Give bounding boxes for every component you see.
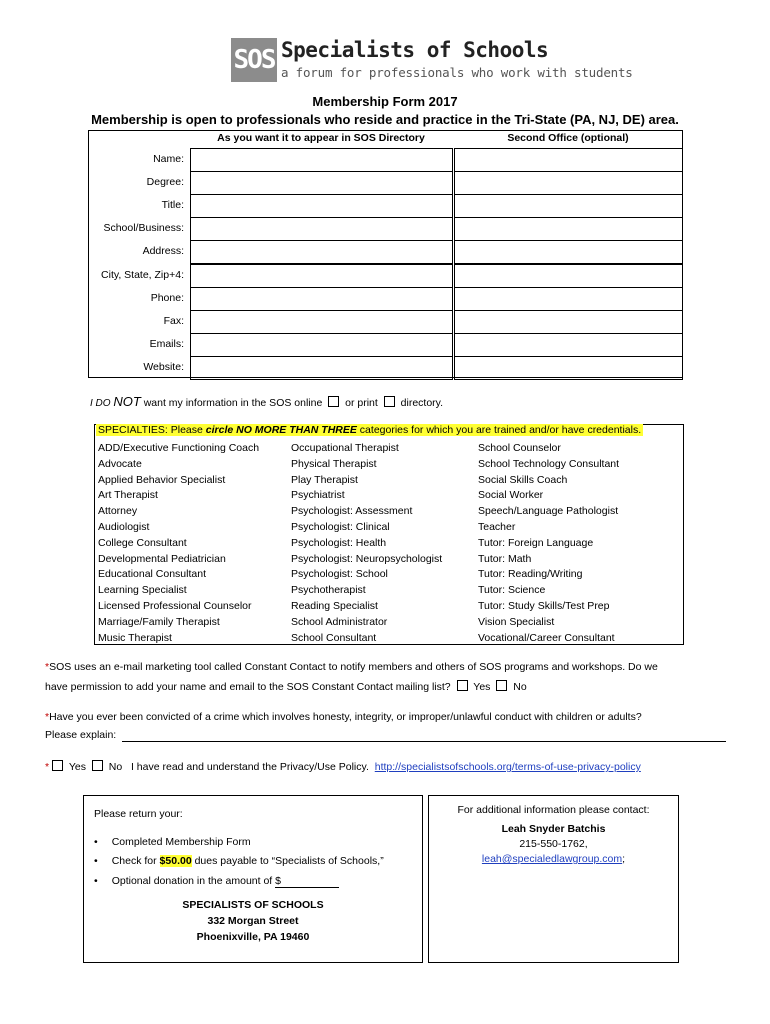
privacy-line bbox=[45, 760, 641, 773]
required-star: * bbox=[45, 661, 50, 673]
form-subtitle: Membership is open to professionals who reside and practice in the Tri-State (PA, NJ, DE) area. bbox=[91, 112, 679, 127]
return-street: 332 Morgan Street bbox=[207, 915, 299, 927]
specialty-option[interactable]: Physical Therapist bbox=[291, 457, 377, 470]
optout-text2: or print bbox=[342, 397, 381, 409]
directory-input-second-office[interactable] bbox=[454, 356, 683, 380]
privacy-no-checkbox[interactable] bbox=[92, 760, 103, 771]
form-title: Membership Form 2017 bbox=[312, 94, 458, 109]
specialties-column-1 bbox=[98, 441, 259, 646]
specialty-option[interactable]: Social Worker bbox=[478, 489, 544, 502]
constant-contact-yes-checkbox[interactable] bbox=[457, 680, 468, 691]
directory-input-primary[interactable] bbox=[190, 287, 453, 311]
specialty-option[interactable]: Psychologist: Neuropsychologist bbox=[291, 552, 443, 565]
specialty-option[interactable]: ADD/Executive Functioning Coach bbox=[98, 442, 260, 454]
directory-input-primary[interactable] bbox=[190, 217, 453, 241]
return-item-2 bbox=[94, 855, 384, 867]
constant-contact-text1: SOS uses an e-mail marketing tool called Constant Contact to notify members and others of SOS programs and workshops. Do we bbox=[49, 661, 658, 673]
return-item-3 bbox=[94, 875, 339, 888]
contact-email-link[interactable]: leah@specialedlawgroup.com bbox=[481, 853, 623, 865]
specialty-option[interactable]: Advocate bbox=[98, 457, 142, 470]
specialties-column-2 bbox=[291, 441, 442, 646]
directory-input-second-office[interactable] bbox=[454, 148, 683, 172]
conviction-explain-field[interactable] bbox=[122, 741, 726, 742]
dues-amount: $50.00 bbox=[159, 855, 192, 867]
privacy-yes-label: Yes bbox=[66, 761, 89, 773]
directory-input-primary[interactable] bbox=[190, 240, 453, 264]
specialty-option[interactable]: College Consultant bbox=[98, 536, 187, 549]
constant-contact-line2 bbox=[45, 680, 527, 693]
constant-contact-text2: have permission to add your name and email to the SOS Constant Contact mailing list? bbox=[45, 681, 454, 693]
specialty-option[interactable]: Play Therapist bbox=[291, 473, 358, 486]
directory-input-second-office[interactable] bbox=[454, 194, 683, 218]
specialty-option[interactable]: Psychologist: Assessment bbox=[291, 505, 413, 518]
optout-text3: directory. bbox=[397, 397, 444, 409]
directory-field-label: Website: bbox=[143, 361, 184, 373]
contact-heading: For additional information please contact: bbox=[457, 804, 650, 816]
privacy-no-label: No bbox=[105, 761, 123, 773]
specialty-option[interactable]: Licensed Professional Counselor bbox=[98, 599, 252, 612]
contact-info-box bbox=[428, 795, 679, 963]
directory-input-primary[interactable] bbox=[190, 148, 453, 172]
specialty-option[interactable]: Audiologist bbox=[98, 520, 150, 533]
directory-field-label: Phone: bbox=[150, 292, 184, 304]
specialty-option[interactable]: Tutor: Math bbox=[478, 552, 532, 565]
contact-name: Leah Snyder Batchis bbox=[501, 823, 606, 835]
donation-amount-field[interactable]: $ bbox=[275, 875, 339, 888]
specialty-option[interactable]: School Technology Consultant bbox=[478, 457, 620, 470]
directory-field-label: Name: bbox=[153, 153, 184, 165]
optout-text1: want my information in the SOS online bbox=[140, 397, 326, 409]
specialty-option[interactable]: Psychologist: School bbox=[291, 568, 388, 581]
optout-prefix: I DO bbox=[90, 398, 114, 409]
specialty-option[interactable]: Psychiatrist bbox=[291, 489, 345, 502]
specialties-column-3 bbox=[478, 441, 619, 646]
constant-contact-no-checkbox[interactable] bbox=[496, 680, 507, 691]
directory-input-primary[interactable] bbox=[190, 333, 453, 357]
directory-input-second-office[interactable] bbox=[454, 217, 683, 241]
specialty-option[interactable]: School Counselor bbox=[478, 442, 561, 454]
specialty-option[interactable]: Psychologist: Health bbox=[291, 536, 387, 549]
conviction-line2 bbox=[45, 729, 116, 741]
specialty-option[interactable]: Marriage/Family Therapist bbox=[98, 615, 220, 628]
directory-field-label: Degree: bbox=[146, 176, 184, 188]
contact-phone: 215-550-1762, bbox=[519, 838, 588, 850]
directory-col2-header: Second Office (optional) bbox=[507, 132, 629, 144]
specialties-header-emph: circle NO MORE THAN THREE bbox=[205, 424, 357, 436]
directory-col1-header: As you want it to appear in SOS Directory bbox=[217, 132, 425, 144]
directory-input-primary[interactable] bbox=[190, 264, 453, 288]
conviction-line1 bbox=[45, 711, 642, 723]
return-org: SPECIALISTS OF SCHOOLS bbox=[182, 899, 324, 911]
return-heading: Please return your: bbox=[94, 808, 183, 820]
conviction-text1: Have you ever been convicted of a crime which involves honesty, integrity, or improper/unlawful conduct with children or adults? bbox=[49, 711, 642, 723]
contact-email-line bbox=[429, 853, 678, 865]
privacy-yes-checkbox[interactable] bbox=[52, 760, 63, 771]
specialty-option[interactable]: School Administrator bbox=[291, 615, 388, 628]
return-item-3-text: Optional donation in the amount of bbox=[111, 875, 276, 887]
specialty-option[interactable]: Psychotherapist bbox=[291, 584, 366, 597]
constant-contact-line1 bbox=[45, 661, 658, 673]
privacy-text: I have read and understand the Privacy/Use Policy. bbox=[122, 761, 375, 773]
specialty-option[interactable]: School Consultant bbox=[291, 631, 377, 644]
specialty-option[interactable]: Music Therapist bbox=[98, 631, 172, 644]
directory-field-label: City, State, Zip+4: bbox=[101, 269, 184, 281]
bullet-icon: • bbox=[94, 875, 98, 887]
specialty-option[interactable]: Speech/Language Pathologist bbox=[478, 505, 619, 518]
specialty-option[interactable]: Learning Specialist bbox=[98, 584, 187, 597]
directory-input-second-office[interactable] bbox=[454, 333, 683, 357]
specialty-option[interactable]: Vocational/Career Consultant bbox=[478, 631, 615, 644]
required-star: * bbox=[45, 711, 50, 723]
specialty-option[interactable]: Tutor: Science bbox=[478, 584, 546, 597]
conviction-explain-label: Please explain: bbox=[45, 729, 117, 741]
directory-field-label: Address: bbox=[142, 245, 184, 257]
directory-input-second-office[interactable] bbox=[454, 264, 683, 288]
specialties-header-suffix: categories for which you are trained and/or have credentials. bbox=[356, 424, 642, 436]
directory-input-second-office[interactable] bbox=[454, 171, 683, 195]
return-item-1 bbox=[94, 836, 251, 848]
specialty-option[interactable]: Vision Specialist bbox=[478, 615, 555, 628]
specialty-option[interactable]: Art Therapist bbox=[98, 489, 158, 502]
specialties-header bbox=[96, 424, 643, 436]
optout-print-checkbox[interactable] bbox=[384, 396, 395, 407]
specialty-option[interactable]: Tutor: Foreign Language bbox=[478, 536, 594, 549]
optout-not: NOT bbox=[113, 394, 141, 409]
specialty-option[interactable]: Developmental Pediatrician bbox=[98, 552, 226, 565]
specialty-option[interactable]: Applied Behavior Specialist bbox=[98, 473, 226, 486]
required-star: * bbox=[45, 761, 50, 773]
directory-input-second-office[interactable] bbox=[454, 287, 683, 311]
specialty-option[interactable]: Tutor: Reading/Writing bbox=[478, 568, 583, 581]
specialty-option[interactable]: Attorney bbox=[98, 505, 138, 518]
specialty-option[interactable]: Educational Consultant bbox=[98, 568, 206, 581]
bullet-icon: • bbox=[94, 836, 98, 848]
constant-contact-yes-label: Yes bbox=[470, 681, 494, 693]
directory-input-primary[interactable] bbox=[190, 310, 453, 334]
specialty-option[interactable]: Social Skills Coach bbox=[478, 473, 568, 486]
specialty-option[interactable]: Teacher bbox=[478, 520, 516, 533]
logo-tagline: a forum for professionals who work with students bbox=[281, 65, 633, 80]
directory-optout bbox=[90, 394, 443, 409]
specialties-header-prefix: SPECIALTIES: Please bbox=[98, 424, 206, 436]
specialty-option[interactable]: Tutor: Study Skills/Test Prep bbox=[478, 599, 610, 612]
directory-field-label: Emails: bbox=[149, 338, 184, 350]
directory-field-label: Title: bbox=[161, 199, 184, 211]
return-item-2-pre: Check for bbox=[111, 855, 160, 867]
directory-input-second-office[interactable] bbox=[454, 240, 683, 264]
privacy-policy-link[interactable]: http://specialistsofschools.org/terms-of-use-privacy-policy bbox=[374, 761, 641, 773]
return-item-1-text: Completed Membership Form bbox=[111, 836, 251, 848]
specialty-option[interactable]: Occupational Therapist bbox=[291, 442, 399, 454]
return-city: Phoenixville, PA 19460 bbox=[196, 931, 310, 943]
sos-logo bbox=[231, 38, 633, 86]
directory-input-primary[interactable] bbox=[190, 356, 453, 380]
directory-input-second-office[interactable] bbox=[454, 310, 683, 334]
contact-email-suffix: ; bbox=[622, 853, 626, 865]
directory-field-label: Fax: bbox=[163, 315, 184, 327]
directory-field-label: School/Business: bbox=[103, 222, 184, 234]
logo-title: Specialists of Schools bbox=[281, 38, 549, 62]
logo-mark: SOS bbox=[231, 38, 277, 82]
optout-online-checkbox[interactable] bbox=[328, 396, 339, 407]
return-instructions-box bbox=[83, 795, 423, 963]
bullet-icon: • bbox=[94, 855, 98, 867]
specialty-option[interactable]: Reading Specialist bbox=[291, 599, 378, 612]
specialty-option[interactable]: Psychologist: Clinical bbox=[291, 520, 390, 533]
directory-input-primary[interactable] bbox=[190, 194, 453, 218]
directory-input-primary[interactable] bbox=[190, 171, 453, 195]
return-item-2-post: dues payable to “Specialists of Schools,” bbox=[191, 855, 384, 867]
constant-contact-no-label: No bbox=[510, 681, 527, 693]
